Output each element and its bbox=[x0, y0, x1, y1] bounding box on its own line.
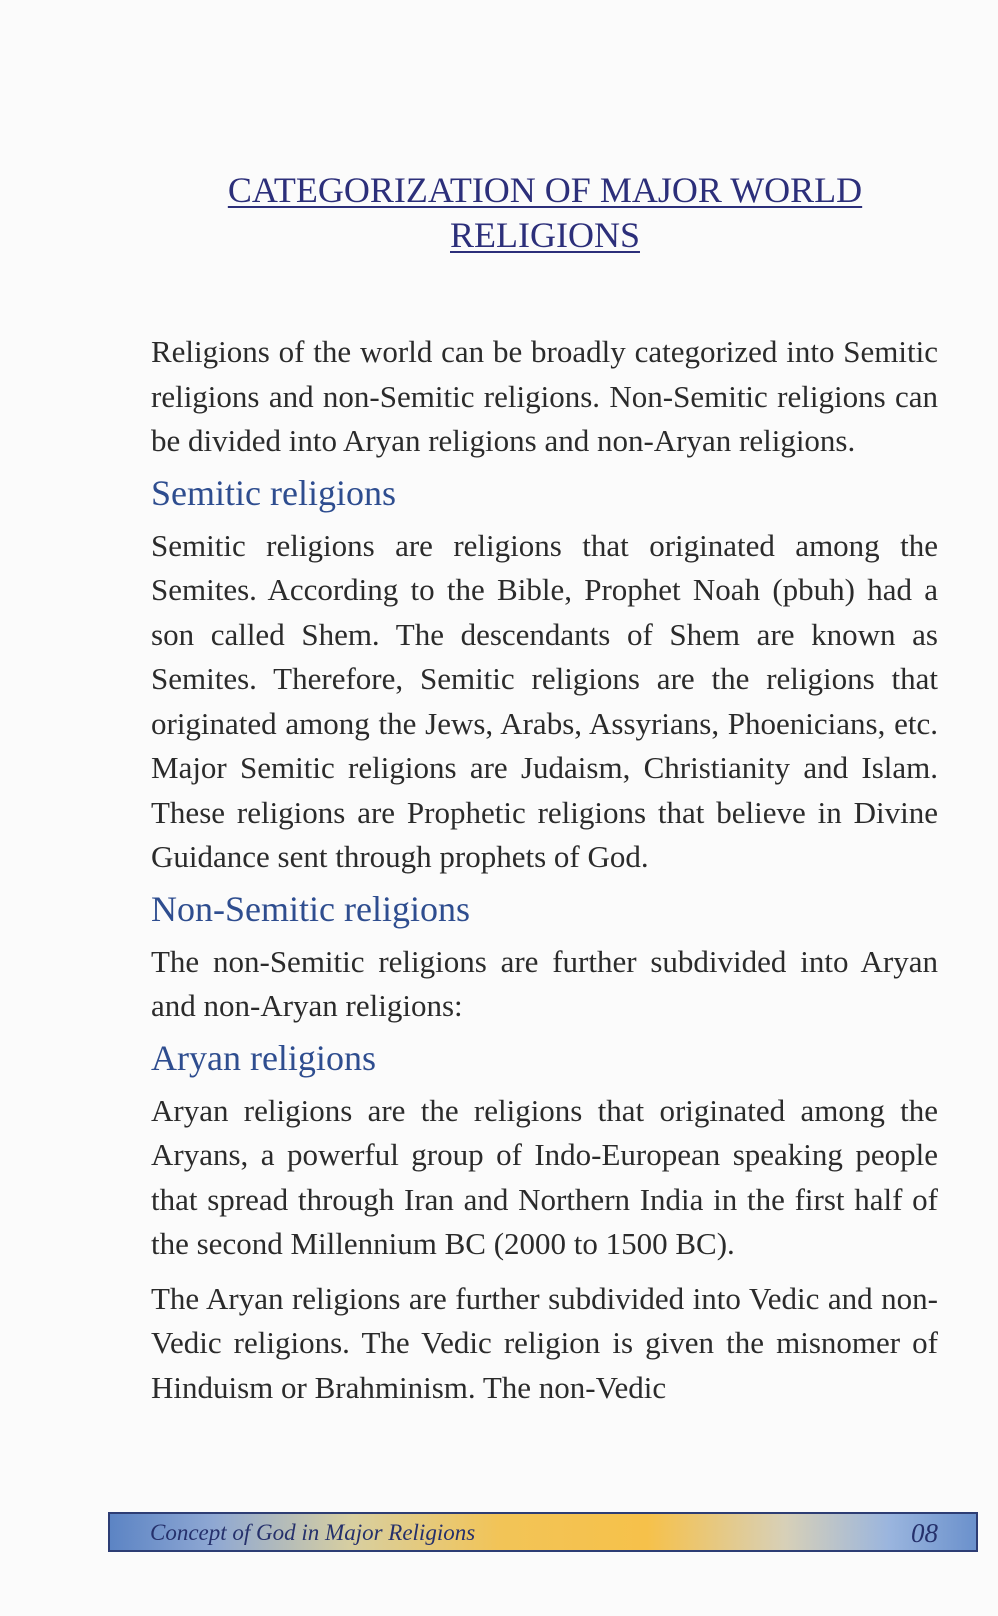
semitic-religions-paragraph: Semitic religions are religions that originated among the Semites. According to the Bible, Prophet Noah (pbuh) had a son called Shem. The descendants of Shem are known as Semites. Therefore, Semitic religions are the religions that originated among the Jews, Arabs, Assyrians, Phoenicians, etc. Major Semitic religions are Judaism, Christianity and Islam. These religions are Prophetic religions that believe in Divine Guidance sent through prophets of God. bbox=[151, 527, 938, 874]
footer-book-title: Concept of God in Major Religions bbox=[150, 1520, 476, 1545]
aryan-religions-paragraph-1: Aryan religions are the religions that originated among the Aryans, a powerful group of Indo-European speaking people that spread through Iran and Northern India in the first half of the second Millennium BC (2000 to 1500 BC). bbox=[151, 1092, 938, 1261]
non-semitic-religions-heading: Non-Semitic religions bbox=[151, 888, 470, 929]
aryan-religions-heading: Aryan religions bbox=[151, 1037, 376, 1078]
chapter-title-line-2: RELIGIONS bbox=[450, 215, 640, 255]
page-footer-bar bbox=[108, 1512, 978, 1552]
non-semitic-religions-paragraph: The non-Semitic religions are further subdivided into Aryan and non-Aryan religions: bbox=[151, 943, 938, 1023]
semitic-religions-heading: Semitic religions bbox=[151, 472, 396, 513]
chapter-title bbox=[150, 168, 940, 258]
chapter-title-line-1: CATEGORIZATION OF MAJOR WORLD bbox=[227, 170, 863, 210]
page-content bbox=[151, 330, 938, 1410]
intro-paragraph: Religions of the world can be broadly categorized into Semitic religions and non-Semitic religions. Non-Semitic religions can be divided into Aryan religions and non-Aryan religions. bbox=[151, 334, 938, 458]
aryan-religions-paragraph-2: The Aryan religions are further subdivided into Vedic and non-Vedic religions. The Vedic religion is given the misnomer of Hinduism or Brahminism. The non-Vedic bbox=[151, 1280, 938, 1405]
footer-page-number: 08 bbox=[911, 1518, 938, 1548]
